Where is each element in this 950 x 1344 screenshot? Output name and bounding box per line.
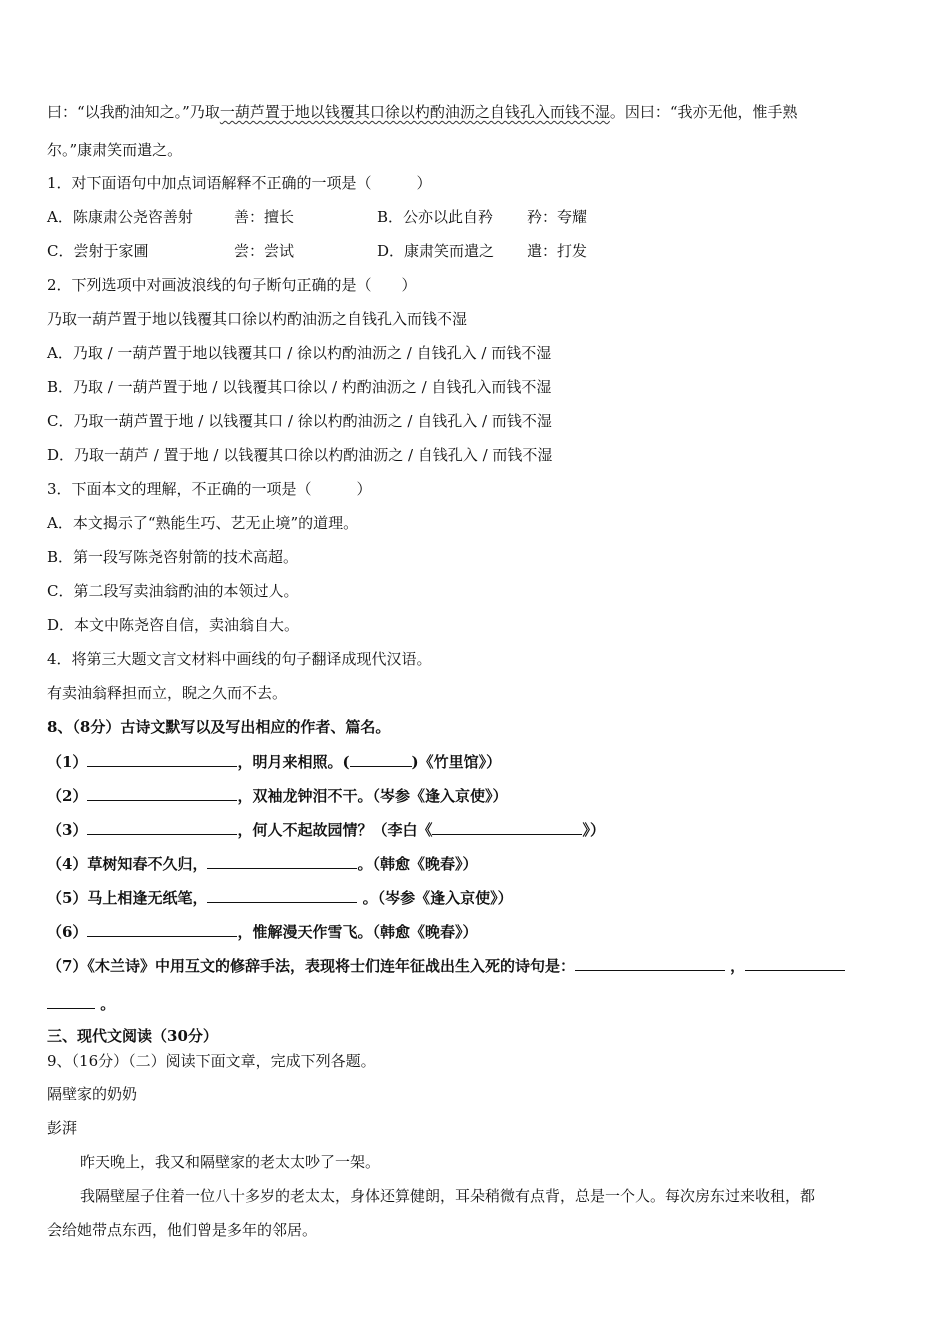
article-paragraph-2-line-1: 我隔壁屋子住着一位八十多岁的老太太，身体还算健朗，耳朵稍微有点背，总是一个人。每次房东过来收租，都: [80, 1187, 816, 1205]
passage-line-2: 尔。”康肃笑而遣之。: [47, 141, 183, 159]
q8-l6-label: （6）: [47, 923, 88, 941]
q8-l7-text: （7）《木兰诗》中用互文的修辞手法，表现将士们连年征战出生入死的诗句是：: [47, 957, 575, 975]
q8-l2-label: （2）: [47, 787, 88, 805]
q3-option-d: D．本文中陈尧咨自信，卖油翁自大。: [47, 616, 300, 634]
passage-text: 。因曰：“我亦无他，惟手熟: [609, 103, 798, 121]
q8-l3-text: ，何人不起故园情？（李白《: [237, 821, 433, 839]
q8-l8-end: 。: [95, 995, 116, 1013]
q8-l3-label: （3）: [47, 821, 88, 839]
q2-stem: 2．下列选项中对画波浪线的句子断句正确的是（ ）: [47, 276, 417, 294]
wavy-underlined-sentence: 一葫芦置于地以钱覆其口徐以杓酌油沥之自钱孔入而钱不湿: [219, 103, 610, 121]
q8-l1-label: （1）: [47, 753, 88, 771]
q8-l2-text: ，双袖龙钟泪不干。（岑参《逢入京使》）: [237, 787, 508, 805]
q1-option-b-note: 矜：夸耀: [527, 208, 588, 226]
answer-blank[interactable]: [87, 785, 237, 801]
q3-option-b: B．第一段写陈尧咨射箭的技术高超。: [47, 548, 299, 566]
q1-option-c: C．尝射于家圃: [47, 242, 149, 260]
q8-heading: [47, 717, 910, 737]
article-paragraph-2-line-2: 会给她带点东西，他们曾是多年的邻居。: [47, 1221, 318, 1239]
section-3-heading: 三、现代文阅读（30分）: [47, 1027, 218, 1045]
q3-stem: 3．下面本文的理解，不正确的一项是（ ）: [47, 480, 372, 498]
answer-blank[interactable]: [432, 819, 582, 835]
q2-option-d: D．乃取一葫芦 / 置于地 / 以钱覆其口徐以杓酌油沥之 / 自钱孔入 / 而钱不湿: [47, 446, 553, 464]
q8-l6-text: ，惟解漫天作雪飞。（韩愈《晚春》）: [237, 923, 478, 941]
q9-stem: 9、（16分）（二）阅读下面文章，完成下列各题。: [47, 1052, 376, 1070]
q3-option-c: C．第二段写卖油翁酌油的本领过人。: [47, 582, 299, 600]
q2-option-b: B．乃取 / 一葫芦置于地 / 以钱覆其口徐以 / 杓酌油沥之 / 自钱孔入而钱不湿: [47, 378, 552, 396]
q3-option-a: A．本文揭示了“熟能生巧、艺无止境”的道理。: [47, 514, 359, 532]
answer-blank[interactable]: [87, 819, 237, 835]
q8-l3-end: 》）: [582, 821, 605, 839]
q8-line-1: [47, 751, 910, 772]
q8-l1-text: ，明月来相照。(: [237, 753, 350, 771]
q8-l4-text: （4）草树知春不久归，: [47, 855, 208, 873]
answer-blank[interactable]: [207, 853, 357, 869]
q4-stem: 4．将第三大题文言文材料中画线的句子翻译成现代汉语。: [47, 650, 432, 668]
q8-line-8: [47, 993, 910, 1014]
article-paragraph-1: 昨天晚上，我又和隔壁家的老太太吵了一架。: [80, 1153, 381, 1171]
q8-l4-source: 。（韩愈《晚春》）: [357, 855, 478, 873]
article-title: 隔壁家的奶奶: [47, 1085, 138, 1103]
q2-sentence: 乃取一葫芦置于地以钱覆其口徐以杓酌油沥之自钱孔入而钱不湿: [47, 310, 468, 328]
passage-text: 曰：“以我酌油知之。”乃取: [47, 103, 220, 121]
q8-line-5: [47, 887, 910, 908]
q4-sentence: 有卖油翁释担而立，睨之久而不去。: [47, 684, 288, 702]
q8-l1-source: )《竹里馆》）: [411, 753, 502, 771]
q8-l5-source: 。（岑参《逢入京使》）: [357, 889, 513, 907]
q8-line-4: [47, 853, 910, 874]
answer-blank[interactable]: [745, 955, 845, 971]
q8-line-6: [47, 921, 910, 942]
q1-option-d: D．康肃笑而遣之: [377, 242, 495, 260]
answer-blank[interactable]: [350, 751, 412, 767]
q8-number: 8、（8分）: [47, 718, 121, 736]
q1-option-b: B．公亦以此自矜: [377, 208, 494, 226]
q8-line-2: [47, 785, 910, 806]
q1-option-a: A．陈康肃公尧咨善射: [47, 208, 193, 226]
q1-options-cd: [47, 241, 910, 261]
q2-option-c: C．乃取一葫芦置于地 / 以钱覆其口 / 徐以杓酌油沥之 / 自钱孔入 / 而钱不湿: [47, 412, 552, 430]
q8-line-7: [47, 955, 910, 976]
q8-l5-text: （5）马上相逢无纸笔，: [47, 889, 208, 907]
passage-line-1: [47, 102, 910, 122]
q1-options-ab: [47, 207, 910, 227]
q1-option-a-note: 善：擅长: [234, 208, 295, 226]
q8-l7-sep: ，: [724, 957, 746, 975]
article-author: 彭湃: [47, 1119, 78, 1137]
answer-blank[interactable]: [47, 993, 95, 1009]
q1-stem: 1．对下面语句中加点词语解释不正确的一项是（ ）: [47, 174, 432, 192]
answer-blank[interactable]: [87, 751, 237, 767]
q2-option-a: A．乃取 / 一葫芦置于地以钱覆其口 / 徐以杓酌油沥之 / 自钱孔入 / 而钱不湿: [47, 344, 552, 362]
answer-blank[interactable]: [207, 887, 357, 903]
answer-blank[interactable]: [87, 921, 237, 937]
q8-title: 古诗文默写以及写出相应的作者、篇名。: [120, 718, 391, 736]
answer-blank[interactable]: [575, 955, 725, 971]
q8-line-3: [47, 819, 910, 840]
q1-option-d-note: 遣：打发: [527, 242, 588, 260]
q1-option-c-note: 尝：尝试: [234, 242, 295, 260]
